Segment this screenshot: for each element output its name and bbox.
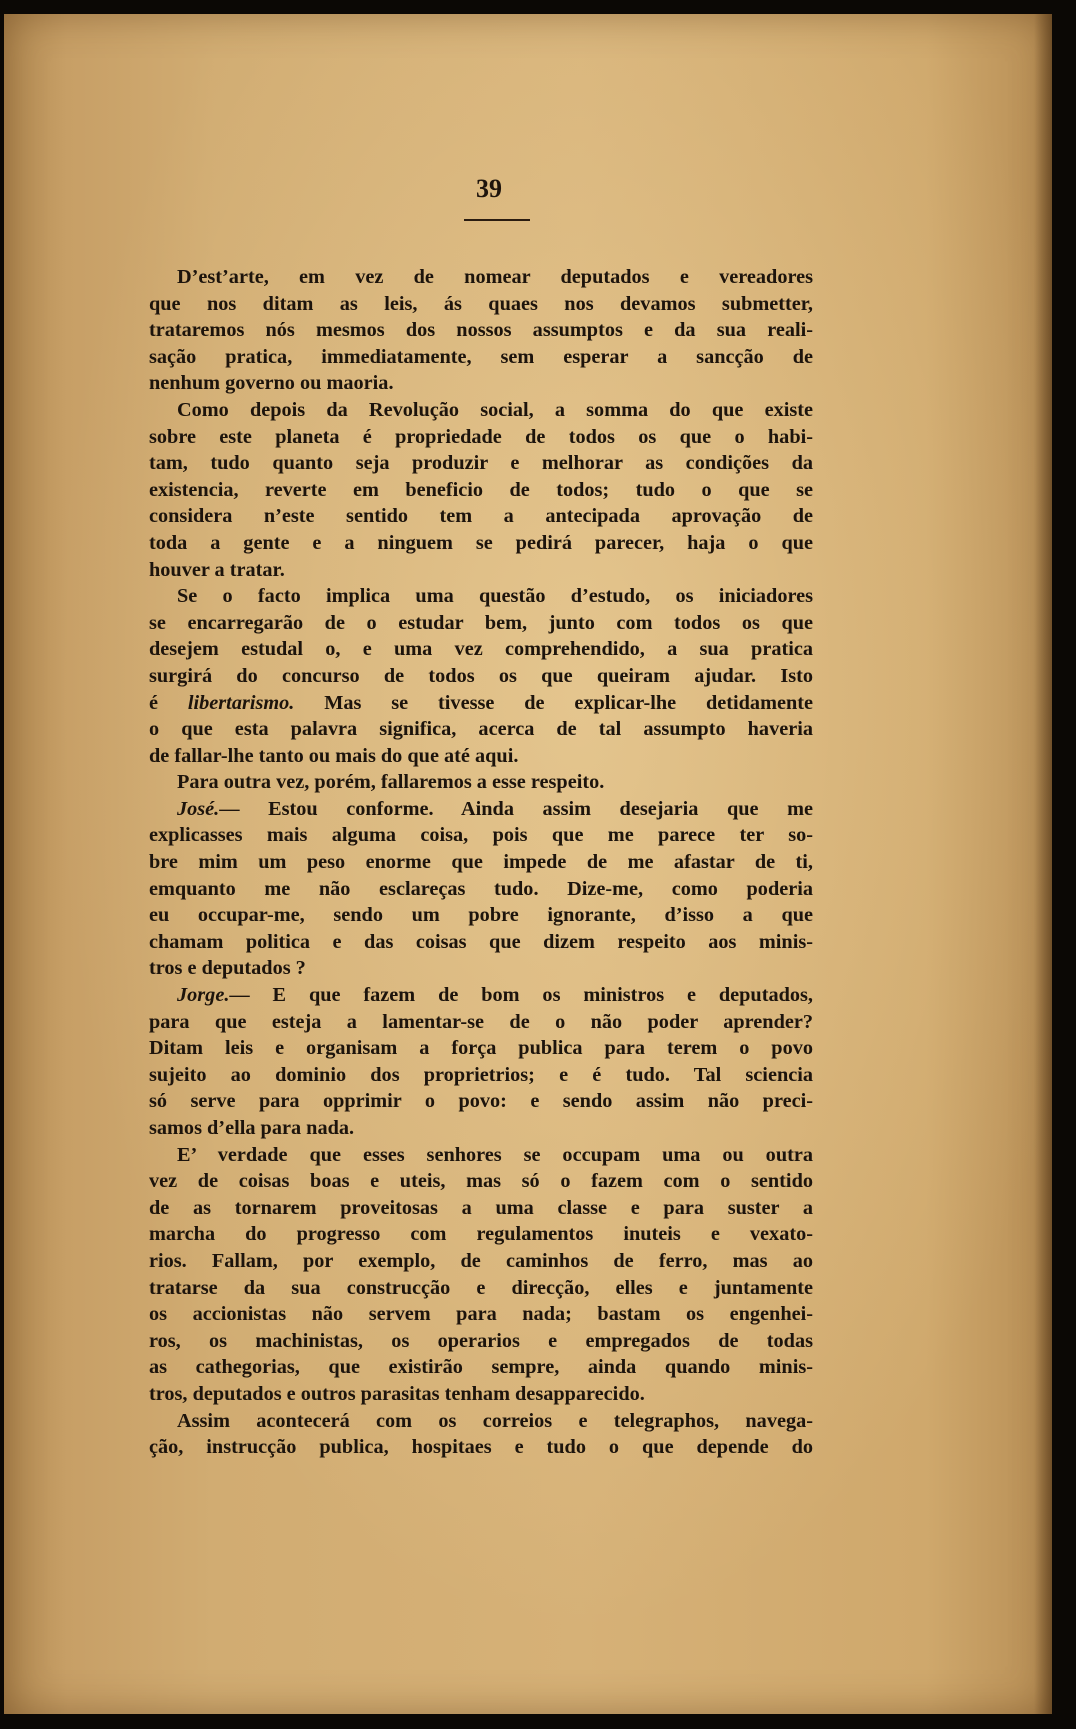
text-line: se encarregarão de o estudar bem, junto com todos os que: [149, 611, 813, 634]
italic-text: José.: [177, 797, 220, 820]
text-line: de as tornarem proveitosas a uma classe e para suster a: [149, 1196, 813, 1219]
body-text: [149, 264, 813, 1461]
page-number: 39: [476, 174, 502, 203]
text-line: rios. Fallam, por exemplo, de caminhos de ferro, mas ao: [149, 1249, 813, 1272]
text-line: é libertarismo. Mas se tivesse de explicar-lhe detidamente: [149, 691, 813, 714]
text-line: E’ verdade que esses senhores se occupam uma ou outra: [177, 1143, 813, 1166]
text-line: bre mim um peso enorme que impede de me afastar de ti,: [149, 851, 813, 874]
text-line: Como depois da Revolução social, a somma do que existe: [177, 398, 813, 421]
text-line: os accionistas não servem para nada; bastam os engenhei-: [149, 1303, 813, 1326]
text-line: sobre este planeta é propriedade de todos os que o habi-: [149, 425, 813, 448]
italic-text: Jorge.: [177, 984, 230, 1007]
text-line: sujeito ao dominio dos proprietrios; e é tudo. Tal sciencia: [149, 1063, 813, 1086]
text-line: toda a gente e a ninguem se pedirá parecer, haja o que: [149, 531, 813, 554]
text-line: eu occupar-me, sendo um pobre ignorante, d’isso a que: [149, 904, 813, 927]
text-line: que nos ditam as leis, ás quaes nos devamos submetter,: [149, 292, 813, 315]
text-line: tros, deputados e outros parasitas tenham desapparecido.: [149, 1382, 645, 1405]
text-line: emquanto me não esclareças tudo. Dize-me, como poderia: [149, 877, 813, 900]
text-line: marcha do progresso com regulamentos inuteis e vexato-: [149, 1223, 813, 1246]
text-line: Se o facto implica uma questão d’estudo, os iniciadores: [177, 585, 813, 608]
book-page: [4, 14, 1052, 1714]
text-line: tam, tudo quanto seja produzir e melhorar as condições da: [149, 452, 813, 475]
text-line: Assim acontecerá com os correios e telegraphos, navega-: [177, 1409, 813, 1432]
text-line: vez de coisas boas e uteis, mas só o fazem com o sentido: [149, 1170, 813, 1193]
text-line: Para outra vez, porém, fallaremos a esse respeito.: [177, 771, 605, 794]
text-line: considera n’este sentido tem a antecipada aprovação de: [149, 505, 813, 528]
text-line: ros, os machinistas, os operarios e empregados de todas: [149, 1329, 813, 1352]
page-edge-shadow: [1034, 14, 1052, 1714]
text-line: tros e deputados ?: [149, 957, 306, 980]
text-line: nenhum governo ou maoria.: [149, 372, 394, 395]
text-line: surgirá do concurso de todos os que queiram ajudar. Isto: [149, 664, 813, 687]
text-line: as cathegorias, que existirão sempre, ainda quando minis-: [149, 1356, 813, 1379]
italic-text: libertarismo.: [187, 691, 295, 714]
text-line: tratarse da sua construcção e direcção, elles e juntamente: [149, 1276, 813, 1299]
text-line: D’est’arte, em vez de nomear deputados e vereadores: [177, 266, 813, 288]
text-line: José.— Estou conforme. Ainda assim desejaria que me: [177, 797, 813, 820]
text-line: desejem estudal o, e uma vez comprehendido, a sua pratica: [149, 638, 813, 661]
text-line: Ditam leis e organisam a força publica para terem o povo: [149, 1037, 813, 1060]
text-line: para que esteja a lamentar-se de o não poder aprender?: [149, 1010, 813, 1033]
text-line: ção, instrucção publica, hospitaes e tudo o que depende do: [149, 1436, 813, 1459]
text-line: o que esta palavra significa, acerca de tal assumpto haveria: [149, 718, 813, 741]
text-line: de fallar-lhe tanto ou mais do que até aqui.: [149, 744, 519, 767]
text-line: samos d’ella para nada.: [149, 1117, 355, 1139]
text-line: Jorge.— E que fazem de bom os ministros e deputados,: [177, 984, 813, 1007]
text-line: trataremos nós mesmos dos nossos assumptos e da sua reali-: [149, 319, 813, 342]
text-line: chamam politica e das coisas que dizem respeito aos minis-: [149, 930, 813, 953]
text-line: explicasses mais alguma coisa, pois que me parece ter so-: [149, 824, 813, 847]
text-line: só serve para opprimir o povo: e sendo assim não preci-: [149, 1090, 813, 1113]
text-line: sação pratica, immediatamente, sem esperar a sancção de: [149, 345, 813, 368]
text-line: houver a tratar.: [149, 558, 285, 581]
text-line: existencia, reverte em beneficio de todos; tudo o que se: [149, 478, 813, 501]
header-rule: [464, 219, 530, 221]
